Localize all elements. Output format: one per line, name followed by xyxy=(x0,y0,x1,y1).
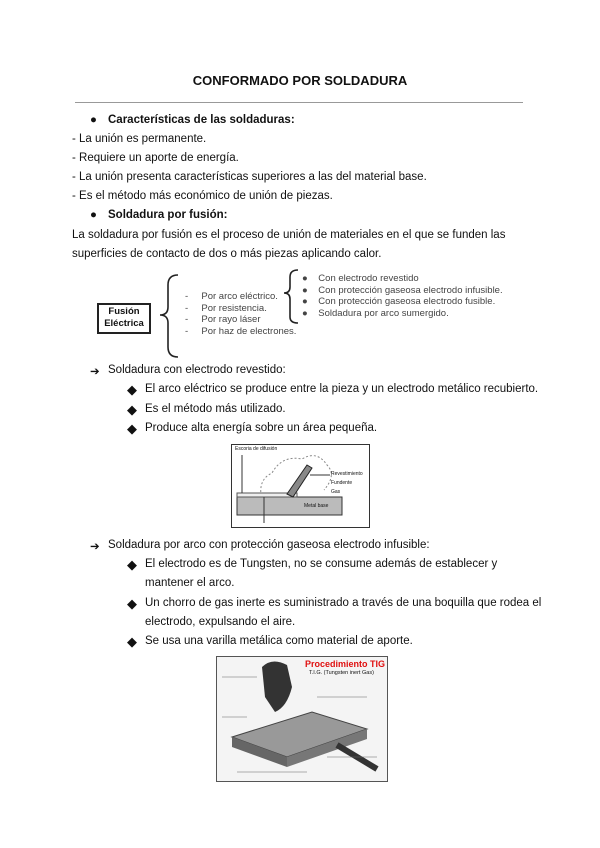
figure-label: Gas xyxy=(331,489,341,495)
page-title: CONFORMADO POR SOLDADURA xyxy=(192,73,408,88)
bullet-icon: ● xyxy=(90,209,97,221)
diamond-icon: ◆ xyxy=(127,402,137,417)
section-heading: Características de las soldaduras: xyxy=(108,114,295,126)
text-line: - La unión es permanente. xyxy=(72,133,207,145)
text-line: - La unión presenta características superiores a las del material base. xyxy=(72,171,427,183)
arrow-icon: ➔ xyxy=(90,366,100,378)
list-item: Produce alta energía sobre un área pequeña. xyxy=(145,422,378,434)
figure-label: Fundente xyxy=(331,480,353,486)
method-item: - Por rayo láser xyxy=(185,314,261,325)
method-item: - Por resistencia. xyxy=(185,302,267,314)
section-heading: Soldadura por fusión: xyxy=(108,209,228,221)
diamond-icon: ◆ xyxy=(127,634,137,649)
method-item: - Por arco eléctrico. xyxy=(185,291,278,302)
figure-label: Escoria de difusión xyxy=(235,446,278,452)
subsection-heading: Soldadura con electrodo revestido: xyxy=(108,364,286,376)
diamond-icon: ◆ xyxy=(127,596,137,611)
diamond-icon: ◆ xyxy=(127,421,137,436)
diamond-icon: ◆ xyxy=(127,557,137,572)
title-divider xyxy=(75,102,523,103)
text-line: - Requiere un aporte de energía. xyxy=(72,152,239,164)
method-item: - Por haz de electrones. xyxy=(185,325,297,337)
arc-type-item: ● Con protección gaseosa electrodo fusible. xyxy=(302,296,496,307)
bullet-icon: ● xyxy=(90,114,97,126)
figure-label: Revestimiento xyxy=(331,471,363,477)
fusion-diagram xyxy=(90,265,520,360)
diamond-icon: ◆ xyxy=(127,382,137,397)
paragraph-line: superficies de contacto de dos o más piezas aplicando calor. xyxy=(72,248,382,260)
arc-type-item: ● Con electrodo revestido xyxy=(302,273,419,284)
paragraph-line: La soldadura por fusión es el proceso de unión de materiales en el que se funden las xyxy=(72,229,506,241)
figure-label: Metal base xyxy=(304,503,329,509)
diagram-root-label: Eléctrica xyxy=(104,318,144,329)
arc-type-item: ● Soldadura por arco sumergido. xyxy=(302,307,449,319)
list-item: El electrodo es de Tungsten, no se consume además de establecer y xyxy=(145,558,498,570)
list-item: El arco eléctrico se produce entre la pieza y un electrodo metálico recubierto. xyxy=(145,383,539,395)
list-item: Un chorro de gas inerte es suministrado a través de una boquilla que rodea el xyxy=(145,597,542,609)
diagram-root-label: Fusión xyxy=(108,306,140,317)
arc-type-item: ● Con protección gaseosa electrodo infusible. xyxy=(302,284,503,296)
text-line: - Es el método más económico de unión de piezas. xyxy=(72,190,333,202)
subsection-heading: Soldadura por arco con protección gaseosa electrodo infusible: xyxy=(108,539,430,551)
list-item-continued: electrodo, expulsando el aire. xyxy=(145,616,296,628)
figure-subtitle: T.I.G. (Tungsten inert Gas) xyxy=(309,670,374,676)
list-item: Se usa una varilla metálica como material de aporte. xyxy=(145,635,413,647)
tig-procedure-figure xyxy=(216,656,388,782)
electrode-welding-figure xyxy=(231,444,370,528)
list-item: Es el método más utilizado. xyxy=(145,403,286,415)
figure-title: Procedimiento TIG xyxy=(305,659,386,669)
arrow-icon: ➔ xyxy=(90,541,100,553)
list-item-continued: mantener el arco. xyxy=(145,577,235,589)
